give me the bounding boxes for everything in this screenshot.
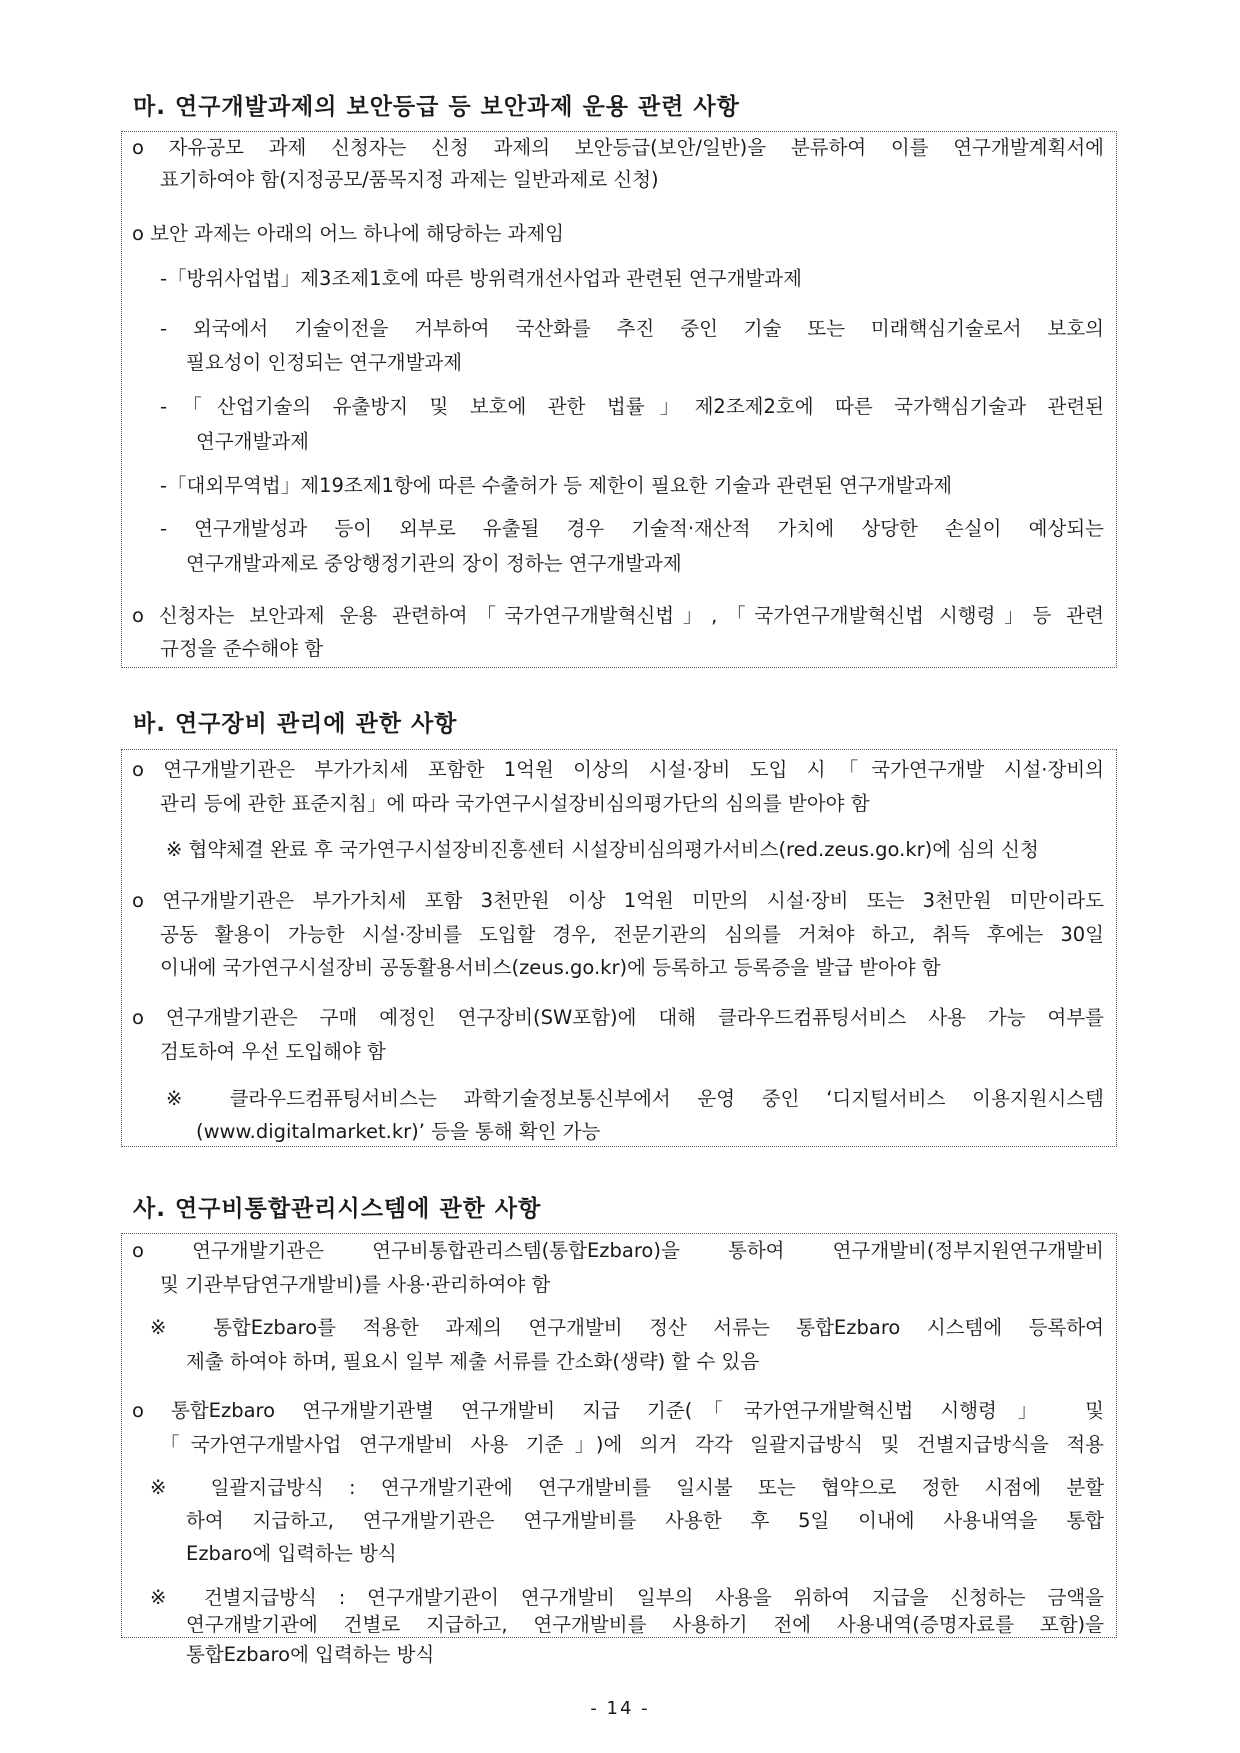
list-item: -「대외무역법」제19조제1항에 따른 수출허가 등 제한이 필요한 기술과 관련된 연구개발과제 xyxy=(160,474,953,497)
page-number: - 14 - xyxy=(590,1698,650,1719)
paragraph-line: o 연구개발기관은 구매 예정인 연구장비(SW포함)에 대해 클라우드컴퓨팅서비스 사용 가능 여부를 xyxy=(132,1006,1104,1029)
note-line: ※ 통합Ezbaro를 적용한 과제의 연구개발비 정산 서류는 통합Ezbaro 시스템에 등록하여 xyxy=(150,1316,1104,1339)
note-line: 연구개발기관에 건별로 지급하고, 연구개발비를 사용하기 전에 사용내역(증명자료를 포함)을 xyxy=(186,1613,1104,1636)
paragraph-line: o 신청자는 보안과제 운용 관련하여「국가연구개발혁신법」,「국가연구개발혁신법 시행령」등 관련 xyxy=(132,604,1104,627)
paragraph-line: 및 기관부담연구개발비)를 사용·관리하여야 함 xyxy=(160,1273,551,1296)
note-line: ※ 일괄지급방식 : 연구개발기관에 연구개발비를 일시불 또는 협약으로 정한 시점에 분할 xyxy=(150,1476,1104,1499)
paragraph-line: 규정을 준수해야 함 xyxy=(160,637,324,660)
paragraph-line: 「국가연구개발사업 연구개발비 사용 기준」)에 의거 각각 일괄지급방식 및 건별지급방식을 적용 xyxy=(160,1433,1104,1456)
section-title-ezbaro: 사. 연구비통합관리시스템에 관한 사항 xyxy=(133,1196,542,1222)
paragraph-line: 이내에 국가연구시설장비 공동활용서비스(zeus.go.kr)에 등록하고 등록증을 발급 받아야 함 xyxy=(160,956,941,979)
paragraph-line: o 연구개발기관은 부가가치세 포함 3천만원 이상 1억원 미만의 시설·장비 또는 3천만원 미만이라도 xyxy=(132,889,1104,912)
note-line: 하여 지급하고, 연구개발기관은 연구개발비를 사용한 후 5일 이내에 사용내역을 통합 xyxy=(186,1509,1104,1532)
section-title-equipment: 바. 연구장비 관리에 관한 사항 xyxy=(133,711,458,737)
list-item: -「방위사업법」제3조제1호에 따른 방위력개선사업과 관련된 연구개발과제 xyxy=(160,267,802,290)
paragraph-line: o 연구개발기관은 연구비통합관리스템(통합Ezbaro)을 통하여 연구개발비(정부지원연구개발비 xyxy=(132,1239,1104,1262)
paragraph-line: o 보안 과제는 아래의 어느 하나에 해당하는 과제임 xyxy=(132,222,565,245)
paragraph-line: 관리 등에 관한 표준지침」에 따라 국가연구시설장비심의평가단의 심의를 받아야 함 xyxy=(160,792,870,815)
note-line: ※ 클라우드컴퓨팅서비스는 과학기술정보통신부에서 운영 중인 ‘디지털서비스 이용지원시스템 xyxy=(166,1087,1104,1110)
paragraph-line: 공동 활용이 가능한 시설·장비를 도입할 경우, 전문기관의 심의를 거쳐야 하고, 취득 후에는 30일 xyxy=(160,923,1104,946)
list-item: 연구개발과제 xyxy=(196,430,310,453)
list-item: 연구개발과제로 중앙행정기관의 장이 정하는 연구개발과제 xyxy=(186,552,682,575)
paragraph-line: o 통합Ezbaro 연구개발기관별 연구개발비 지급 기준(「국가연구개발혁신법 시행령」 및 xyxy=(132,1399,1104,1422)
paragraph-line: o 자유공모 과제 신청자는 신청 과제의 보안등급(보안/일반)을 분류하여 이를 연구개발계획서에 xyxy=(132,136,1104,159)
paragraph-line: o 연구개발기관은 부가가치세 포함한 1억원 이상의 시설·장비 도입 시「국가연구개발 시설·장비의 xyxy=(132,758,1104,781)
list-item: - 연구개발성과 등이 외부로 유출될 경우 기술적‧재산적 가치에 상당한 손실이 예상되는 xyxy=(160,517,1104,540)
note-line: 통합Ezbaro에 입력하는 방식 xyxy=(186,1643,435,1666)
note-line: (www.digitalmarket.kr)’ 등을 통해 확인 가능 xyxy=(196,1120,601,1143)
paragraph-line: 검토하여 우선 도입해야 함 xyxy=(160,1040,386,1063)
note-line: Ezbaro에 입력하는 방식 xyxy=(186,1542,397,1565)
note-line: ※ 협약체결 완료 후 국가연구시설장비진흥센터 시설장비심의평가서비스(red.zeus.go.kr)에 심의 신청 xyxy=(166,838,1039,861)
note-line: ※ 건별지급방식 : 연구개발기관이 연구개발비 일부의 사용을 위하여 지급을 신청하는 금액을 xyxy=(150,1586,1104,1609)
list-item: - 외국에서 기술이전을 거부하여 국산화를 추진 중인 기술 또는 미래핵심기술로서 보호의 xyxy=(160,317,1104,340)
list-item: 필요성이 인정되는 연구개발과제 xyxy=(186,351,463,374)
note-line: 제출 하여야 하며, 필요시 일부 제출 서류를 간소화(생략) 할 수 있음 xyxy=(186,1350,760,1373)
section-title-security: 마. 연구개발과제의 보안등급 등 보안과제 운용 관련 사항 xyxy=(133,94,740,120)
paragraph-line: 표기하여야 함(지정공모/품목지정 과제는 일반과제로 신청) xyxy=(160,168,659,191)
list-item: -「산업기술의 유출방지 및 보호에 관한 법률」제2조제2호에 따른 국가핵심기술과 관련된 xyxy=(160,395,1104,418)
